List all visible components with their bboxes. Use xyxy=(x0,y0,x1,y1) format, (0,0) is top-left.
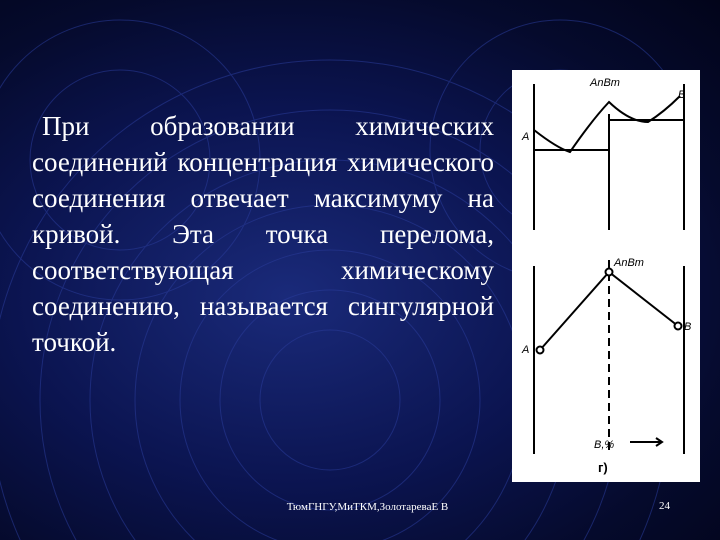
top-label-a: A xyxy=(522,131,530,143)
bottom-compound-label: AnBm xyxy=(614,257,644,269)
bottom-label-a: A xyxy=(522,344,530,356)
slide-footer: ТюмГНГУ,МиТКМ,ЗолотареваЕ В xyxy=(286,501,449,513)
page-number: 24 xyxy=(659,500,670,512)
phase-diagram-drawing xyxy=(512,70,700,482)
top-label-b: B xyxy=(678,89,686,101)
phase-diagram-figure xyxy=(512,70,700,482)
point-compound xyxy=(606,269,613,276)
point-b xyxy=(675,323,682,330)
bottom-label-b: B xyxy=(684,321,692,333)
top-liquidus-curve xyxy=(534,96,680,152)
top-compound-label: AnBm xyxy=(590,77,620,89)
point-a xyxy=(537,347,544,354)
axis-label: B,% xyxy=(594,439,615,451)
slide-body-text: При образовании химических соединений концентрация химического соединения отвечает максимуму на кривой. Эта точка перелома, соответствующая химическому соединению, называется сингулярной точкой. xyxy=(32,111,494,357)
figure-caption: г) xyxy=(598,460,608,475)
